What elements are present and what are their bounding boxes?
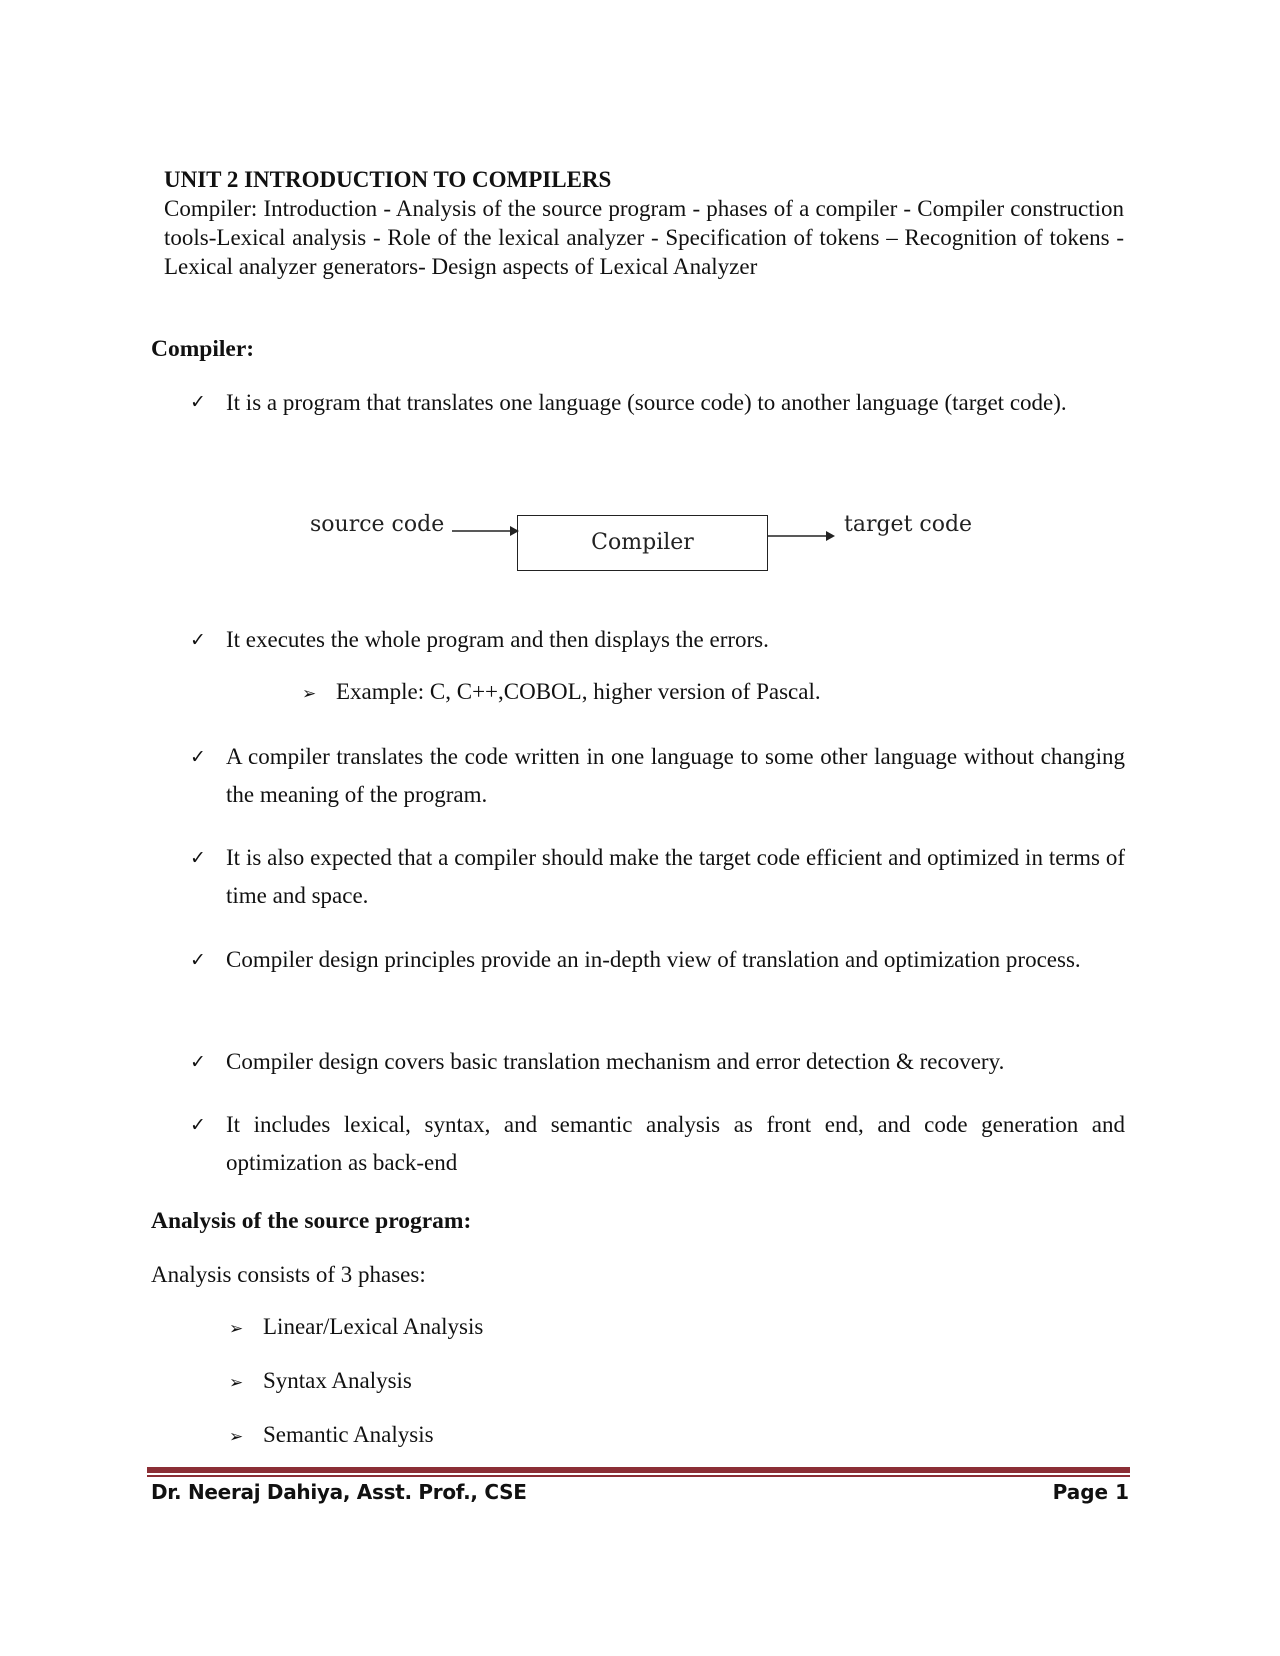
analysis-heading: Analysis of the source program:: [151, 1208, 472, 1234]
phase-text: Linear/Lexical Analysis: [263, 1314, 484, 1339]
bullet-text: It executes the whole program and then displays the errors.: [226, 627, 769, 652]
check-icon: ✓: [190, 1114, 206, 1136]
output-arrow-icon: [768, 530, 836, 542]
footer-author: Dr. Neeraj Dahiya, Asst. Prof., CSE: [151, 1480, 527, 1504]
bullet-text: Compiler design covers basic translation mechanism and error detection & recovery.: [226, 1049, 1005, 1074]
syllabus-text: Compiler: Introduction - Analysis of the source program - phases of a compiler - Compiler construction tools-Lexical analysis - Role of the lexical analyzer - Specification of tokens – Recognition of tokens -Lexical analyzer generators- Design aspects of Lexical Analyzer: [164, 196, 1124, 279]
target-code-label: target code: [844, 512, 973, 537]
analysis-intro: Analysis consists of 3 phases:: [151, 1262, 426, 1287]
bullet-text: It is also expected that a compiler should make the target code efficient and optimized in terms of time and space.: [226, 845, 1125, 908]
list-item: [190, 621, 1125, 659]
bullet-text: A compiler translates the code written in one language to some other language without changing the meaning of the program.: [226, 744, 1125, 807]
source-code-label: source code: [310, 512, 445, 537]
compiler-box: [517, 515, 768, 571]
list-item: [190, 1043, 1125, 1081]
bullet-text: It includes lexical, syntax, and semantic analysis as front end, and code generation and optimization as back-end: [226, 1112, 1125, 1175]
phase-text: Semantic Analysis: [263, 1422, 434, 1447]
list-item: [190, 738, 1125, 814]
arrow-bullet-icon: ➢: [229, 1373, 244, 1393]
input-arrow-icon: [452, 525, 520, 537]
unit-title: UNIT 2 INTRODUCTION TO COMPILERS: [164, 167, 612, 192]
list-item: [190, 941, 1125, 979]
check-icon: ✓: [190, 1051, 206, 1073]
check-icon: ✓: [190, 847, 206, 869]
bullet-text: It is a program that translates one language (source code) to another language (target code).: [226, 390, 1067, 415]
list-item: [190, 1106, 1125, 1182]
bullet-text: Compiler design principles provide an in-depth view of translation and optimization process.: [226, 947, 1081, 972]
check-icon: ✓: [190, 391, 206, 413]
list-item: [190, 386, 1130, 419]
phase-item: [229, 1420, 434, 1452]
footer-rule: [147, 1467, 1130, 1473]
phase-item: [229, 1312, 483, 1344]
example-item: [302, 677, 821, 709]
check-icon: ✓: [190, 629, 206, 651]
footer-rule-thin: [147, 1475, 1130, 1477]
arrow-bullet-icon: ➢: [229, 1427, 244, 1447]
arrow-bullet-icon: ➢: [229, 1319, 244, 1339]
check-icon: ✓: [190, 949, 206, 971]
phase-text: Syntax Analysis: [263, 1368, 412, 1393]
arrow-bullet-icon: ➢: [302, 684, 317, 704]
page-number: Page 1: [1052, 1480, 1129, 1504]
compiler-heading: Compiler:: [151, 336, 255, 362]
list-item: [190, 839, 1125, 915]
phase-item: [229, 1366, 412, 1398]
compiler-box-label: Compiler: [591, 530, 694, 555]
check-icon: ✓: [190, 746, 206, 768]
example-text: Example: C, C++,COBOL, higher version of Pascal.: [336, 679, 821, 704]
